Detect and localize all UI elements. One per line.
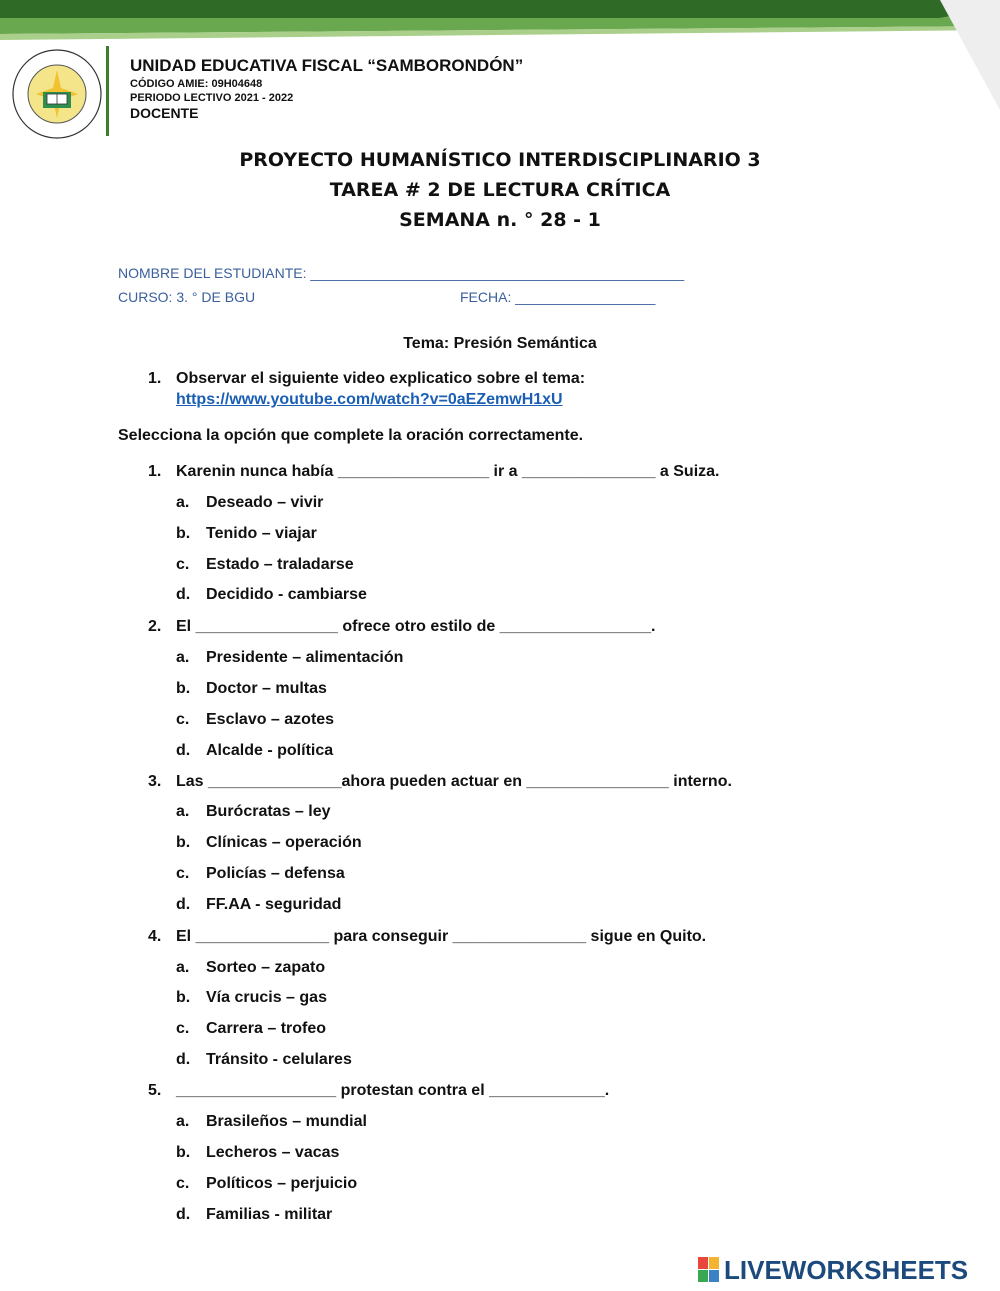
option-letter: c. xyxy=(176,556,190,573)
option-letter: d. xyxy=(176,586,191,603)
question-text: Karenin nunca había _________________ ir a _______________ a Suiza. xyxy=(176,463,720,480)
header-divider xyxy=(106,46,109,136)
option-letter: c. xyxy=(176,1175,190,1192)
question-3 xyxy=(148,773,732,791)
school-header xyxy=(130,56,523,121)
header-corner-shade xyxy=(880,0,1000,110)
option-1c[interactable] xyxy=(176,556,354,574)
task-title: TAREA # 2 DE LECTURA CRÍTICA xyxy=(329,179,671,201)
question-number: 4. xyxy=(148,928,162,945)
option-letter: a. xyxy=(176,494,190,511)
option-3b[interactable] xyxy=(176,834,362,852)
header-banner xyxy=(0,0,1000,40)
option-text: Vía crucis – gas xyxy=(206,989,327,1006)
option-letter: d. xyxy=(176,1051,191,1068)
option-text: Alcalde - política xyxy=(206,742,334,759)
option-4c[interactable] xyxy=(176,1020,326,1038)
option-3c[interactable] xyxy=(176,865,345,883)
option-5c[interactable] xyxy=(176,1175,357,1193)
option-letter: d. xyxy=(176,1206,191,1223)
option-text: Burócratas – ley xyxy=(206,803,331,820)
option-text: Sorteo – zapato xyxy=(206,959,326,976)
option-text: Decidido - cambiarse xyxy=(206,586,367,603)
option-4b[interactable] xyxy=(176,989,327,1007)
question-1 xyxy=(148,463,720,481)
option-2c[interactable] xyxy=(176,711,334,729)
option-text: FF.AA - seguridad xyxy=(206,896,342,913)
option-text: Políticos – perjuicio xyxy=(206,1175,358,1192)
topic-heading: Tema: Presión Semántica xyxy=(403,335,597,352)
question-4 xyxy=(148,928,706,946)
question-number: 1. xyxy=(148,463,162,480)
option-letter: c. xyxy=(176,1020,190,1037)
document-titles xyxy=(0,145,1000,235)
student-name-field[interactable]: NOMBRE DEL ESTUDIANTE: ________________________________________________ xyxy=(118,265,685,281)
option-3d[interactable] xyxy=(176,896,341,914)
question-2 xyxy=(148,618,655,636)
option-3a[interactable] xyxy=(176,803,331,821)
option-letter: b. xyxy=(176,525,191,542)
school-logo xyxy=(8,48,106,140)
question-text: El ________________ ofrece otro estilo de _________________. xyxy=(176,618,656,635)
option-letter: d. xyxy=(176,896,191,913)
option-4a[interactable] xyxy=(176,959,325,977)
option-2d[interactable] xyxy=(176,742,333,760)
option-letter: d. xyxy=(176,742,191,759)
observe-number: 1. xyxy=(148,370,162,387)
observe-text: Observar el siguiente video explicatico sobre el tema: xyxy=(176,370,586,387)
option-text: Clínicas – operación xyxy=(206,834,362,851)
option-1b[interactable] xyxy=(176,525,317,543)
option-letter: b. xyxy=(176,680,191,697)
option-2a[interactable] xyxy=(176,649,403,667)
question-5 xyxy=(148,1082,609,1100)
option-letter: c. xyxy=(176,711,190,728)
option-text: Presidente – alimentación xyxy=(206,649,404,666)
option-2b[interactable] xyxy=(176,680,327,698)
question-number: 5. xyxy=(148,1082,162,1099)
option-letter: b. xyxy=(176,834,191,851)
option-letter: a. xyxy=(176,649,190,666)
option-letter: a. xyxy=(176,959,190,976)
option-5b[interactable] xyxy=(176,1144,339,1162)
option-letter: b. xyxy=(176,989,191,1006)
option-text: Deseado – vivir xyxy=(206,494,324,511)
option-5d[interactable] xyxy=(176,1206,332,1224)
option-1d[interactable] xyxy=(176,586,367,604)
option-text: Brasileños – mundial xyxy=(206,1113,367,1130)
option-text: Tránsito - celulares xyxy=(206,1051,352,1068)
instruction-text: Selecciona la opción que complete la oración correctamente. xyxy=(118,427,584,444)
question-number: 3. xyxy=(148,773,162,790)
school-period: PERIODO LECTIVO 2021 - 2022 xyxy=(130,92,294,104)
liveworksheets-brand: LIVEWORKSHEETS xyxy=(724,1254,969,1285)
option-letter: a. xyxy=(176,803,190,820)
question-text: El _______________ para conseguir _______________ sigue en Quito. xyxy=(176,928,707,945)
liveworksheets-badge-icon xyxy=(698,1257,720,1283)
option-text: Policías – defensa xyxy=(206,865,345,882)
week-title: SEMANA n. ° 28 - 1 xyxy=(399,209,601,231)
option-letter: c. xyxy=(176,865,190,882)
project-title: PROYECTO HUMANÍSTICO INTERDISCIPLINARIO 3 xyxy=(239,149,761,171)
school-name: UNIDAD EDUCATIVA FISCAL “SAMBORONDÓN” xyxy=(130,56,524,75)
option-letter: a. xyxy=(176,1113,190,1130)
option-text: Estado – traladarse xyxy=(206,556,354,573)
option-text: Carrera – trofeo xyxy=(206,1020,327,1037)
option-1a[interactable] xyxy=(176,494,323,512)
liveworksheets-logo xyxy=(698,1255,968,1285)
option-text: Esclavo – azotes xyxy=(206,711,335,728)
option-text: Doctor – multas xyxy=(206,680,327,697)
option-5a[interactable] xyxy=(176,1113,367,1131)
teacher-label: DOCENTE xyxy=(130,105,199,121)
option-text: Tenido – viajar xyxy=(206,525,317,542)
question-number: 2. xyxy=(148,618,162,635)
option-letter: b. xyxy=(176,1144,191,1161)
question-text: Las _______________ahora pueden actuar en ________________ interno. xyxy=(176,773,732,790)
option-text: Lecheros – vacas xyxy=(206,1144,340,1161)
option-4d[interactable] xyxy=(176,1051,352,1069)
observe-instruction xyxy=(148,370,585,409)
video-link[interactable]: https://www.youtube.com/watch?v=0aEZemwH1xU xyxy=(176,391,563,408)
date-field[interactable]: FECHA: __________________ xyxy=(460,289,656,305)
question-text: __________________ protestan contra el _____________. xyxy=(176,1082,610,1099)
course-label: CURSO: 3. ° DE BGU xyxy=(118,289,256,305)
option-text: Familias - militar xyxy=(206,1206,333,1223)
school-code: CÓDIGO AMIE: 09H04648 xyxy=(130,78,263,90)
